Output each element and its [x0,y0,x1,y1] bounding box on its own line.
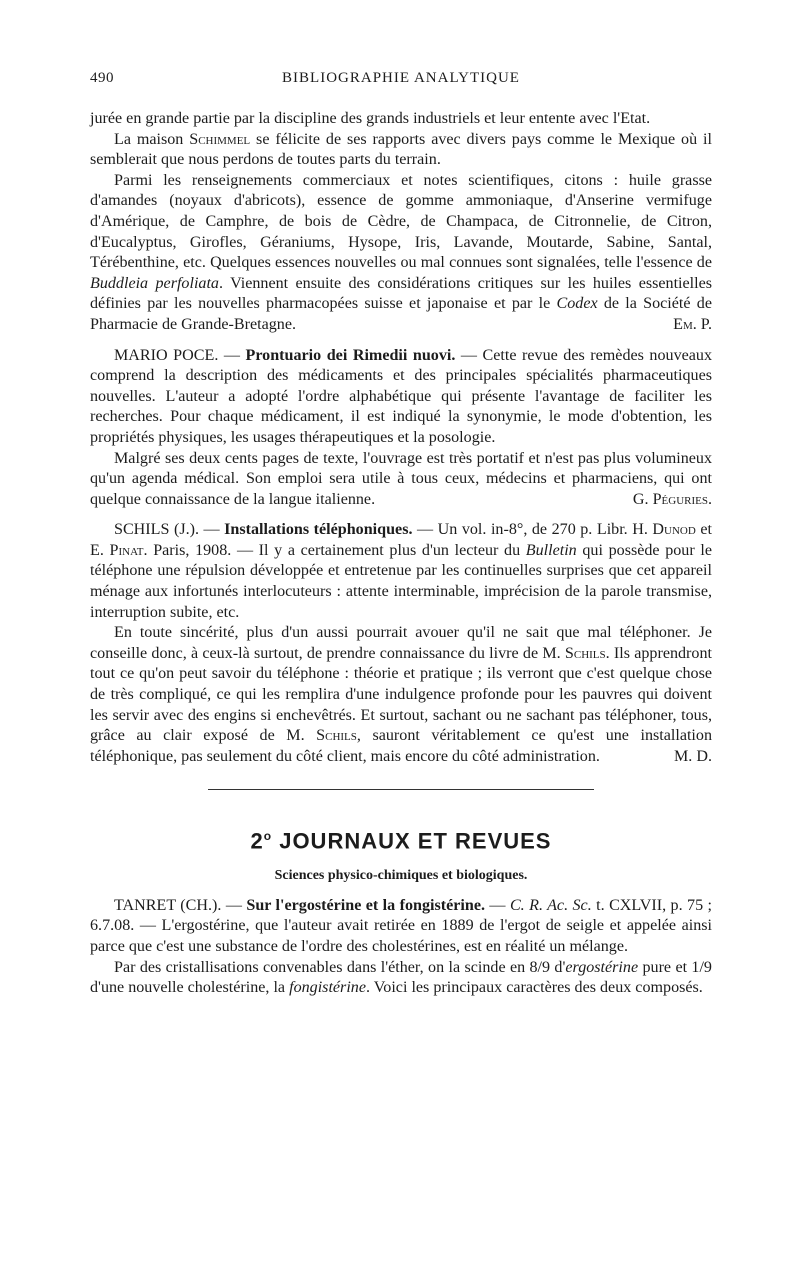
text-run: . Viennent ensuite des considérations critiques sur les huiles essentielles définies par les nouvelles pharmacopées suisse et japonaise et par le [90,274,713,313]
text-run: se félicite de ses rapports avec divers pays comme le Mexique où il semblerait que nous perdons de toutes parts du terrain. [90,130,712,169]
text-run: — Cette revue des remèdes nouveaux comprend la description des médicaments et des principales spécialités pharmaceutiques nouvelles. L'auteur a adopté l'ordre alphabétique qui présente l'avantage de faciliter les recherches. Pour chaque médicament, il est indiqué la synonymie, le mode d'obtention, les propriétés physiques, les usages thérapeutiques et la posologie. [90,346,712,446]
compound-name: fongistérine [289,979,366,997]
paragraph-schimmel [90,130,712,171]
text-run: . Voici les principaux caractères des deux composés. [365,979,703,997]
text-run: qui possède pour le téléphone une répulsion développée et entretenue par les continuelles surprises que cet appareil ménage aux infortunés interlocuteurs : attente interminable, imprécision de la parole transmise, interruption subite, etc. [90,541,712,621]
subsection-title: Sciences physico-chimiques et biologiques. [274,867,528,883]
signature: G. Péguries. [632,490,712,508]
publisher-name: Pinat [109,541,144,559]
book-title: Codex [556,295,598,313]
running-title: BIBLIOGRAPHIE ANALYTIQUE [282,70,520,86]
text-run: — Un vol. in-8°, de 270 p. Libr. H. [412,521,653,539]
paragraph-schils-2 [90,623,712,767]
text-run: pure et 1/9 d'une nouvelle cholestérine, la [90,958,712,997]
publisher-name: Dunod [652,521,696,539]
text-run: . Paris, 1908. — Il y a certainement plus d'un lecteur du [143,541,526,559]
dash: — [221,896,247,914]
review-poce [90,346,712,449]
work-title: Prontuario dei Rimedii nuovi. [245,346,456,364]
text-run: En toute sincérité, plus d'un aussi pourrait avouer qu'il ne sait que mal téléphoner. Je conseille donc, à ceux-là surtout, de prendre connaissance du livre de M. [90,624,712,662]
section-heading-text: JOURNAUX ET REVUES [272,828,552,854]
work-title: Sur l'ergostérine et la fongistérine. [246,896,485,914]
section-divider [208,789,594,790]
author-name: Schils [316,727,357,745]
dash: — [218,346,246,364]
section-ordinal: o [263,829,273,844]
author-name: Schimmel [189,130,251,148]
running-head [90,70,712,92]
author-name: MARIO POCE. [114,346,219,364]
text-run: . Ils apprendront tout ce qu'on peut savoir du téléphone : théorie et pratique ; ils verront que c'est quelque chose de très compliqué, ce qui les remplira d'une indulgence profonde pour les pauvres qui doivent les servir avec des engins si enchevêtrés. Et surtout, sachant ou ne sachant pas téléphoner, tous, grâce au clair exposé de M. [90,644,712,745]
text-run: de la Société de Pharmacie de Grande-Bretagne. [90,295,712,333]
signature: Em. P. [673,315,712,333]
text-run: et E. [90,521,712,559]
journal-title: C. R. Ac. Sc. [509,896,592,914]
dash: — [485,896,510,914]
species-name: Buddleia perfoliata [90,274,219,292]
paragraph-essences [90,171,712,336]
text-run: La maison [114,130,190,148]
text-run: Malgré ses deux cents pages de texte, l'ouvrage est très portatif et n'est pas plus volumineux qu'un agenda médical. Son emploi sera utile à tous ceux, médecins et pharmaciens, qui ont quelque connaissance de la langue italienne. [90,449,712,508]
text-run: t. CXLVII, p. 75 ; 6.7.08. — L'ergostérine, que l'auteur avait retirée en 1889 de l'ergot de seigle et appelée ainsi parce que c'est une substance de l'ordre des cholestérines, est en réalité un mélange. [90,896,713,955]
text-run: , sauront véritablement ce qu'est une installation téléphonique, pas seulement du côté client, mais encore du côté administration. [90,727,713,765]
journal-title: Bulletin [525,541,577,559]
section-title [90,822,712,855]
text-run: Parmi les renseignements commerciaux et notes scientifiques, citons : huile grasse d'amandes (noyaux d'abricots), essence de gomme ammoniaque, d'Anserine vermifuge d'Amérique, de Camphre, de bois de Cèdre, de Champaca, de Citronnelie, de Citron, d'Eucalyptus, Girofles, Géraniums, Hysope, Iris, Lavande, Moutarde, Sabine, Santal, Térébenthine, etc. Quelques essences nouvelles ou mal connues sont signalées, telle l'essence de [90,171,712,272]
page-number: 490 [90,70,114,86]
review-schils [90,520,712,623]
review-tanret [90,896,712,958]
author-name: TANRET (CH.). [114,896,222,914]
text-run: Par des cristallisations convenables dans l'éther, on la scinde en 8/9 d' [114,958,566,976]
author-name: Schils [564,644,606,662]
article-body [90,109,712,999]
compound-name: ergostérine [565,958,639,976]
author-name: SCHILS (J.). [114,521,200,539]
paragraph-tanret-2 [90,958,712,999]
work-title: Installations téléphoniques. [224,521,413,539]
paragraph-continuation: jurée en grande partie par la discipline des grands industriels et leur entente avec l'Etat. [90,110,651,127]
signature: M. D. [673,747,712,765]
paragraph-poce-2 [90,449,712,511]
section-number: 2 [250,828,264,854]
dash: — [199,521,225,539]
